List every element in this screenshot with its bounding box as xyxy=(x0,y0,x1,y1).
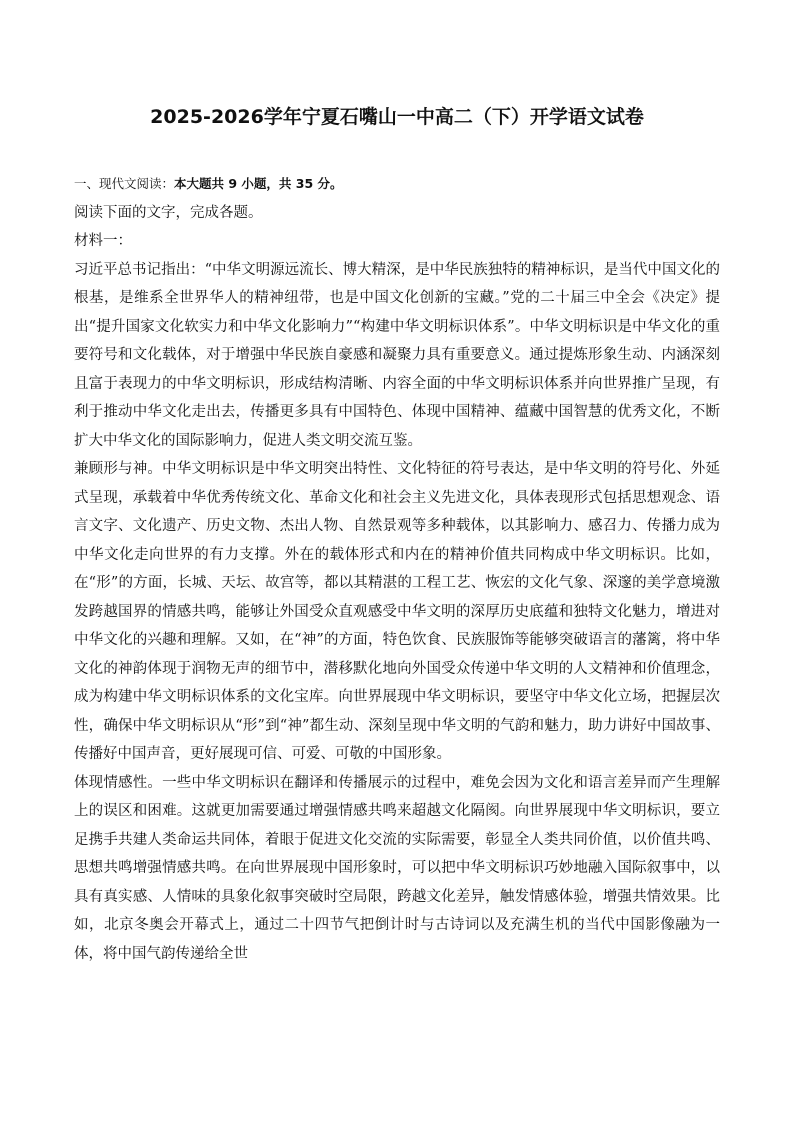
material-label: 材料一： xyxy=(74,233,132,249)
paragraph-intro: 习近平总书记指出：“中华文明源远流长、博大精深，是中华民族独特的精神标识，是当代中国文化的根基，是维系全世界华人的精神纽带，也是中国文化创新的宝藏。”党的二十届三中全会《决定》提出“提升国家文化软实力和中华文化影响力”“构建中华文明标识体系”。中华文明标识是中华文化的重要符号和文化载体，对于增强中华民族自豪感和凝聚力具有重要意义。通过提炼形象生动、内涵深刻且富于表现力的中华文明标识，形成结构清晰、内容全面的中华文明标识体系并向世界推广呈现，有利于推动中华文化走出去，传播更多具有中国特色、体现中国精神、蕴藏中国智慧的优秀文化，不断扩大中华文化的国际影响力，促进人类文明交流互鉴。 xyxy=(74,261,720,449)
section-heading xyxy=(74,170,720,199)
exam-title: 2025-2026学年宁夏石嘴山一中高二（下）开学语文试卷 xyxy=(150,106,644,128)
exam-content xyxy=(74,170,720,968)
section-heading-prefix: 一、现代文阅读： xyxy=(74,176,175,191)
section-heading-detail: 本大题共 9 小题，共 35 分。 xyxy=(174,176,343,191)
paragraph-form-and-spirit: 兼顾形与神。中华文明标识是中华文明突出特性、文化特征的符号表达，是中华文明的符号化、外延式呈现，承载着中华优秀传统文化、革命文化和社会主义先进文化，具体表现形式包括思想观念、语言文字、文化遗产、历史文物、杰出人物、自然景观等多种载体，以其影响力、感召力、传播力成为中华文化走向世界的有力支撑。外在的载体形式和内在的精神价值共同构成中华文明标识。比如，在“形”的方面，长城、天坛、故宫等，都以其精湛的工程工艺、恢宏的文化气象、深邃的美学意境激发跨越国界的情感共鸣，能够让外国受众直观感受中华文明的深厚历史底蕴和独特文化魅力，增进对中华文化的兴趣和理解。又如，在“神”的方面，特色饮食、民族服饰等能够突破语言的藩篱，将中华文化的神韵体现于润物无声的细节中，潜移默化地向外国受众传递中华文明的人文精神和价值理念，成为构建中华文明标识体系的文化宝库。向世界展现中华文明标识，要坚守中华文化立场，把握层次性，确保中华文明标识从“形”到“神”都生动、深刻呈现中华文明的气韵和魅力，助力讲好中国故事、传播好中国声音，更好展现可信、可爱、可敬的中国形象。 xyxy=(74,461,720,762)
paragraph-emotional: 体现情感性。一些中华文明标识在翻译和传播展示的过程中，难免会因为文化和语言差异而产生理解上的误区和困难。这就更加需要通过增强情感共鸣来超越文化隔阂。向世界展现中华文明标识，要立足携手共建人类命运共同体，着眼于促进文化交流的实际需要，彰显全人类共同价值，以价值共鸣、思想共鸣增强情感共鸣。在向世界展现中国形象时，可以把中华文明标识巧妙地融入国际叙事中，以具有真实感、人情味的具象化叙事突破时空局限，跨越文化差异，触发情感体验，增强共情效果。比如，北京冬奥会开幕式上，通过二十四节气把倒计时与古诗词以及充满生机的当代中国影像融为一体，将中国气韵传递给全世 xyxy=(74,774,720,962)
reading-instruction: 阅读下面的文字，完成各题。 xyxy=(74,204,263,221)
